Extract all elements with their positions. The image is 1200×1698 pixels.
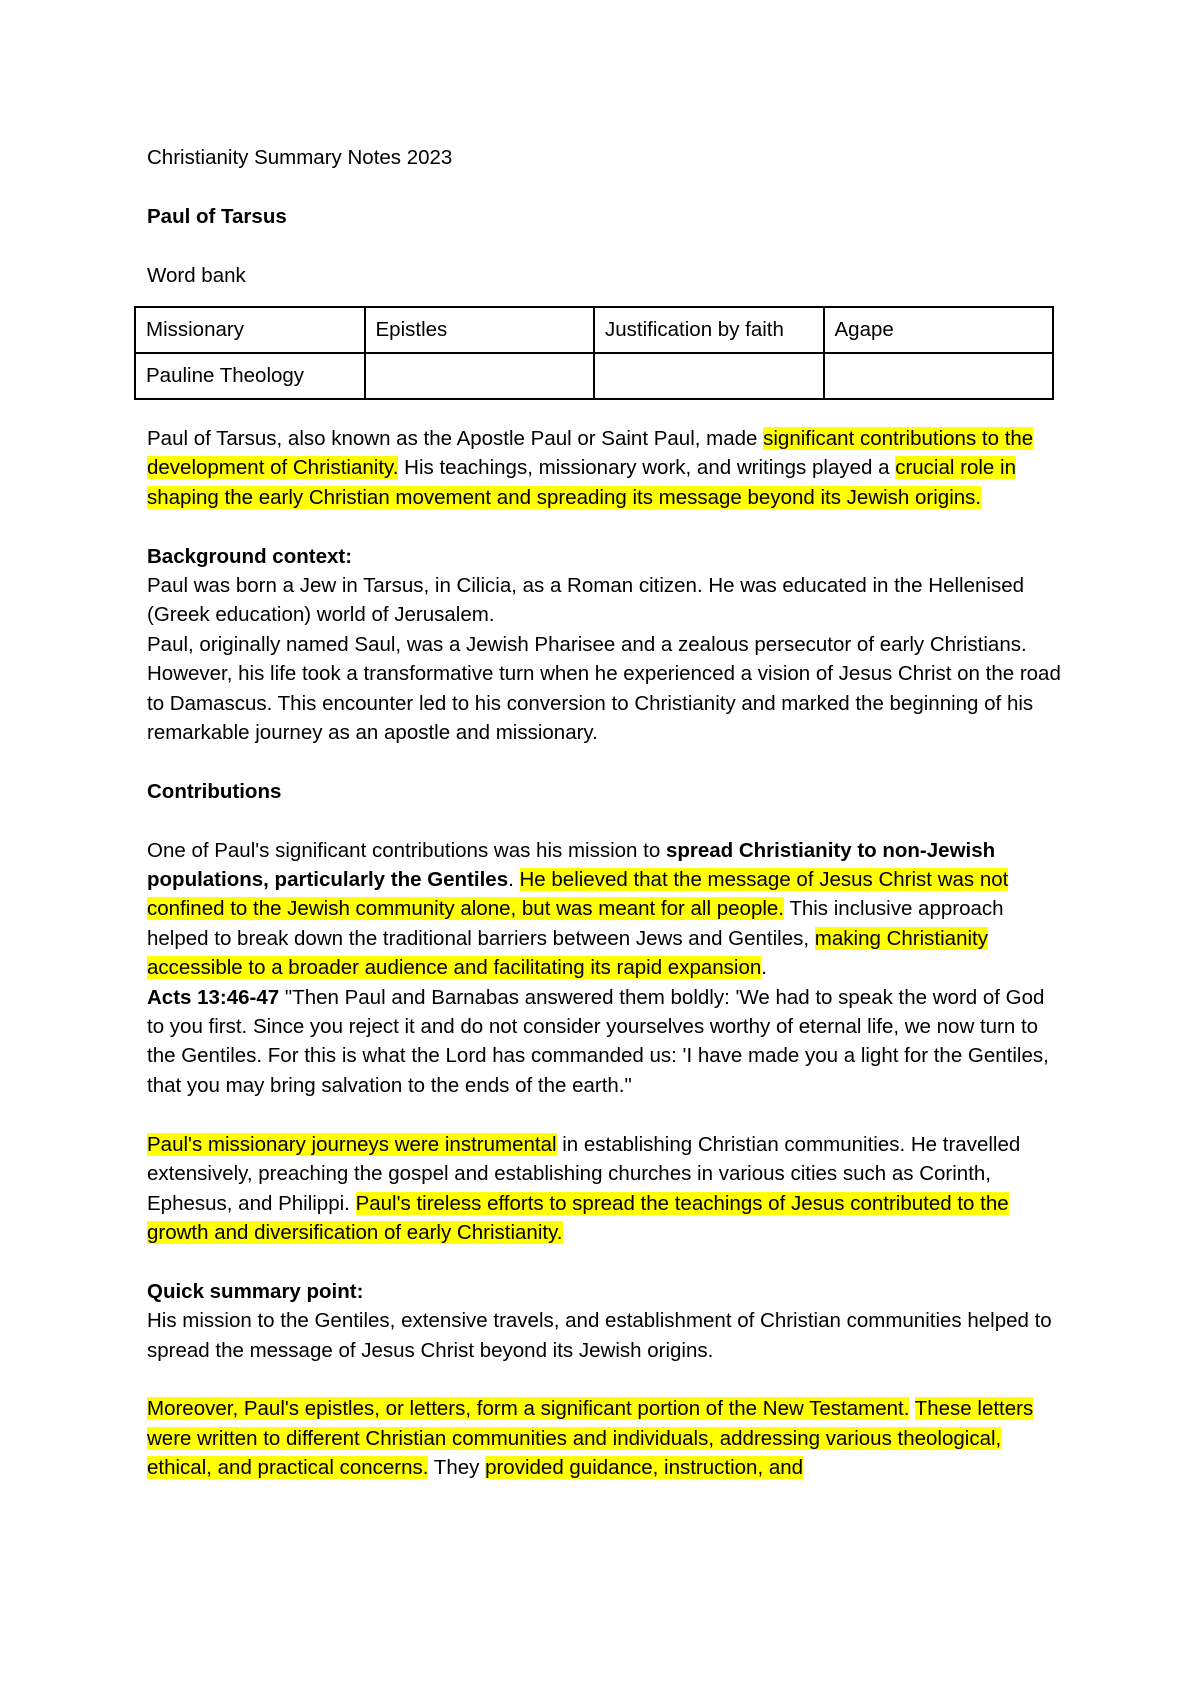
epistles-text bbox=[909, 1397, 914, 1420]
contributions-highlight: making Christianity accessible to a broader audience and facilitating its rapid expansion bbox=[147, 926, 988, 980]
scripture-quote: "Then Paul and Barnabas answered them boldly: 'We had to speak the word of God to you first. Since you reject it and do not consider yourselves worthy of eternal life, we now turn to the Gentiles. For this is what the Lord has commanded us: 'I have made you a light for the Gentiles, that you may bring salvation to the ends of the earth." bbox=[147, 985, 1049, 1097]
contributions-text: . bbox=[508, 868, 520, 892]
word-bank-cell: Epistles bbox=[365, 307, 595, 353]
contributions-heading: Contributions bbox=[147, 779, 282, 803]
epistles-highlight: provided guidance, instruction, and bbox=[485, 1456, 804, 1480]
background-paragraph: Paul, originally named Saul, was a Jewish Pharisee and a zealous persecutor of early Christians. However, his life took a transformative turn when he experienced a vision of Jesus Christ on the road to Damascus. This encounter led to his conversion to Christianity and marked the beginning of his remarkable journey as an apostle and missionary. bbox=[147, 632, 1061, 745]
contributions-paragraph bbox=[147, 836, 1067, 1101]
epistles-text: They bbox=[428, 1456, 486, 1480]
summary-heading: Quick summary point: bbox=[147, 1279, 364, 1303]
contributions-highlight: He believed that the message of Jesus Christ was not confined to the Jewish community alone, but was meant for all people. bbox=[147, 868, 1009, 921]
contributions-text: . bbox=[761, 956, 767, 980]
word-bank-label: Word bank bbox=[147, 263, 246, 287]
journeys-paragraph bbox=[147, 1130, 1067, 1248]
word-bank-cell bbox=[594, 353, 824, 399]
word-bank-cell: Justification by faith bbox=[594, 307, 824, 353]
journeys-text: in establishing Christian communities. He travelled extensively, preaching the gospel and establishing churches in various cities such as Corinth, Ephesus, and Philippi. bbox=[147, 1132, 1021, 1215]
intro-text: His teachings, missionary work, and writings played a bbox=[398, 456, 896, 480]
intro-highlight: crucial role in shaping the early Christian movement and spreading its message beyond its Jewish origins. bbox=[147, 456, 1016, 509]
section-heading-paul: Paul of Tarsus bbox=[147, 204, 287, 228]
word-bank-cell bbox=[824, 353, 1054, 399]
word-bank-cell: Missionary bbox=[135, 307, 365, 353]
summary-paragraph: His mission to the Gentiles, extensive travels, and establishment of Christian communities helped to spread the message of Jesus Christ beyond its Jewish origins. bbox=[147, 1309, 1052, 1362]
background-paragraph: Paul was born a Jew in Tarsus, in Cilicia, as a Roman citizen. He was educated in the Hellenised (Greek education) world of Jerusalem. bbox=[147, 574, 1025, 627]
word-bank-row bbox=[135, 307, 1053, 353]
journeys-highlight: Paul's tireless efforts to spread the teachings of Jesus contributed to the growth and diversification of early Christianity. bbox=[147, 1191, 1009, 1244]
document-title: Christianity Summary Notes 2023 bbox=[147, 146, 453, 169]
background-heading: Background context: bbox=[147, 544, 353, 568]
scripture-reference: Acts 13:46-47 bbox=[147, 985, 280, 1009]
epistles-paragraph bbox=[147, 1394, 1067, 1482]
word-bank-cell: Agape bbox=[824, 307, 1054, 353]
contributions-text: One of Paul's significant contributions was his mission to bbox=[147, 838, 666, 862]
journeys-highlight: Paul's missionary journeys were instrumental bbox=[147, 1132, 557, 1156]
intro-paragraph bbox=[147, 424, 1067, 512]
contributions-text: This inclusive approach helped to break down the traditional barriers between Jews and Gentiles, bbox=[147, 897, 1004, 950]
word-bank-cell bbox=[365, 353, 595, 399]
intro-highlight: significant contributions to the development of Christianity. bbox=[147, 427, 1034, 480]
word-bank-table bbox=[134, 306, 1054, 400]
epistles-highlight: Moreover, Paul's epistles, or letters, form a significant portion of the New Testament. bbox=[147, 1397, 910, 1421]
contributions-bold: spread Christianity to non-Jewish populations, particularly the Gentiles bbox=[147, 838, 996, 892]
document-page bbox=[147, 143, 1067, 1483]
intro-text: Paul of Tarsus, also known as the Apostle Paul or Saint Paul, made bbox=[147, 427, 764, 450]
epistles-highlight: These letters were written to different Christian communities and individuals, addressing various theological, ethical, and practical concerns. bbox=[147, 1397, 1034, 1480]
word-bank-row bbox=[135, 353, 1053, 399]
word-bank-cell: Pauline Theology bbox=[135, 353, 365, 399]
